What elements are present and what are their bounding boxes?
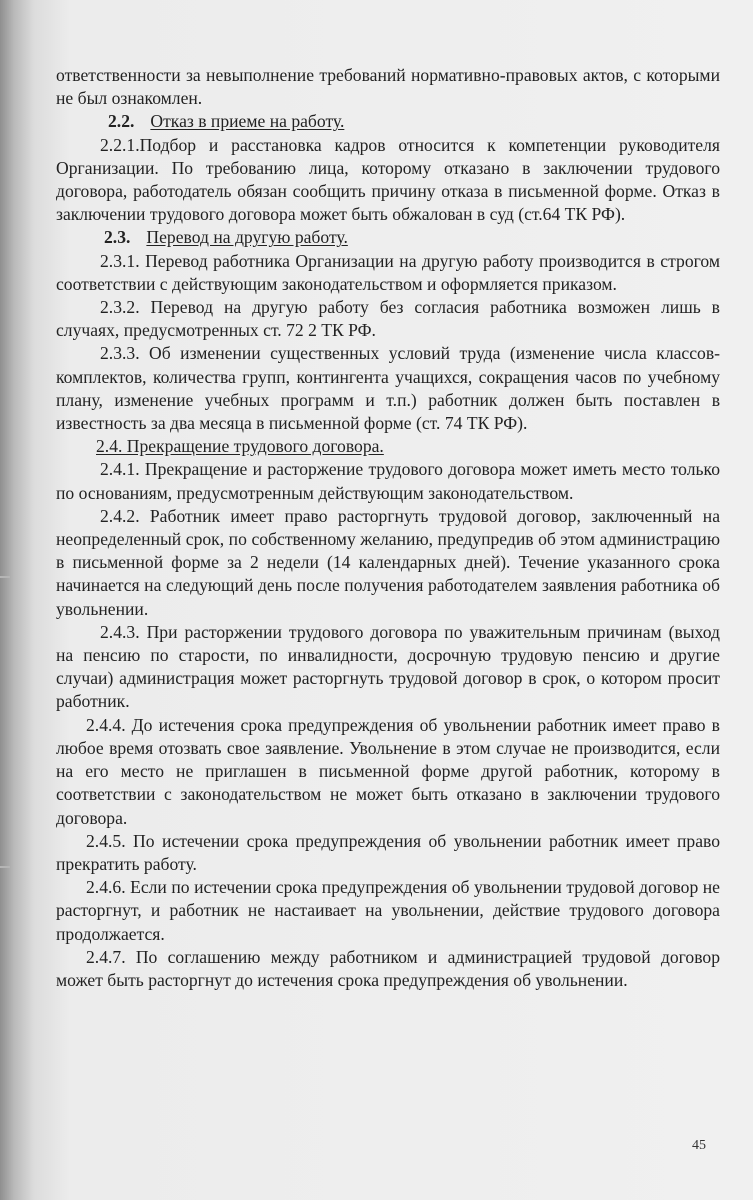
clause-2-4-7: 2.4.7. По соглашению между работником и администрацией трудовой договор может быть расторгнут до истечения срока предупреждения об увольнении. (56, 946, 720, 990)
section-number: 2.3. (104, 227, 131, 248)
clause-2-3-3: 2.3.3. Об изменении существенных условий труда (изменение числа классов-комплектов, количества групп, контингента учащихся, сокращения часов по учебному плану, изменение учебных программ и т.п.) работник должен быть поставлен в известность за два месяца в письменной форме (ст. 74 ТК РФ). (56, 343, 720, 434)
scan-mark (0, 866, 10, 868)
clause-2-4-3: 2.4.3. При расторжении трудового договора по уважительным причинам (выход на пенсию по старости, по инвалидности, досрочную трудовую пенсию и другие случаи) администрация может расторгнуть трудовой договор в срок, о котором просит работник. (56, 621, 720, 712)
clause-2-4-5: 2.4.5. По истечении срока предупреждения об увольнении работник имеет право прекратить работу. (56, 830, 720, 874)
clause-2-4-6: 2.4.6. Если по истечении срока предупреждения об увольнении трудовой договор не расторгнут, и работник не настаивает на увольнении, действие трудового договора продолжается. (56, 877, 720, 944)
clause-2-4-4: 2.4.4. До истечения срока предупреждения об увольнении работник имеет право в любое время отозвать свое заявление. Увольнение в этом случае не производится, если на его место не приглашен в письменной форме другой работник, которому в соответствии с законодательством не может быть отказано в заключении трудового договора. (56, 714, 720, 828)
clause-2-3-2: 2.3.2. Перевод на другую работу без согласия работника возможен лишь в случаях, предусмотренных ст. 72 2 ТК РФ. (56, 297, 720, 341)
section-heading-2-3 (56, 226, 720, 249)
clause-2-3-1: 2.3.1. Перевод работника Организации на другую работу производится в строгом соответствии с действующим законодательством и оформляется приказом. (56, 250, 720, 294)
section-heading-2-2 (56, 110, 720, 133)
intro-paragraph: ответственности за невыполнение требований нормативно-правовых актов, с которыми не был ознакомлен. (56, 65, 720, 109)
section-title: Отказ в приеме на работу. (150, 111, 345, 132)
page-number: 45 (692, 1138, 706, 1153)
section-title: Перевод на другую работу. (146, 227, 348, 248)
clause-2-4-1: 2.4.1. Прекращение и расторжение трудового договора может иметь место только по основаниям, предусмотренным действующим законодательством. (56, 459, 720, 503)
clause-2-4-2: 2.4.2. Работник имеет право расторгнуть трудовой договор, заключенный на неопределенный срок, по собственному желанию, предупредив об этом администрацию в письменной форме за 2 недели (14 календарных дней). Течение указанного срока начинается на следующий день после получения работодателем заявления работника об увольнении. (56, 505, 720, 619)
document-text (56, 64, 720, 992)
clause-2-2-1: 2.2.1.Подбор и расстановка кадров относится к компетенции руководителя Организации. По требованию лица, которому отказано в заключении трудового договора, работодатель обязан сообщить причину отказа в письменной форме. Отказ в заключении трудового договора может быть обжалован в суд (ст.64 ТК РФ). (56, 134, 720, 225)
section-number: 2.2. (108, 111, 135, 132)
section-title: 2.4. Прекращение трудового договора. (96, 436, 384, 457)
scan-mark (0, 576, 10, 578)
section-heading-2-4 (56, 435, 720, 458)
